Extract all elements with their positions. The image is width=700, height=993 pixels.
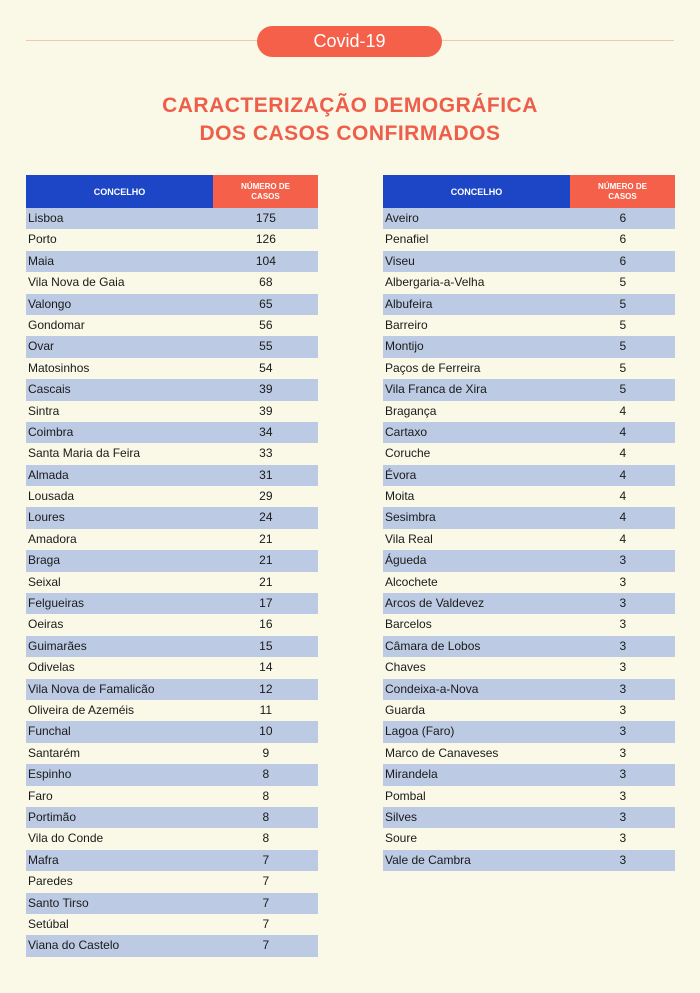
table-row (26, 272, 318, 293)
concelho-name: Felgueiras (28, 596, 85, 611)
case-count: 21 (259, 531, 273, 546)
concelho-name: Aveiro (385, 211, 419, 225)
case-count: 3 (619, 660, 627, 675)
table-row (26, 893, 318, 914)
concelho-name: Mafra (28, 852, 59, 867)
concelho-name: Vila Nova de Gaia (28, 275, 125, 290)
concelho-name: Vila Franca de Xira (385, 382, 487, 397)
table-row (383, 294, 675, 315)
concelho-name: Almada (28, 467, 69, 482)
page-title (0, 92, 700, 148)
table-row (383, 679, 675, 700)
table-row (26, 764, 318, 785)
case-count: 3 (619, 831, 627, 846)
table-row (26, 251, 318, 272)
covid-badge: Covid-19 (257, 26, 442, 57)
table-row (383, 486, 675, 507)
concelho-name: Moita (385, 489, 415, 504)
concelho-name: Porto (28, 232, 57, 247)
concelho-name: Sesimbra (385, 510, 436, 525)
column-header-numero-casos: NÚMERO DE CASOS (570, 175, 675, 208)
table-row (383, 315, 675, 336)
concelho-name: Valongo (28, 296, 72, 311)
concelho-name: Cartaxo (385, 424, 428, 439)
concelho-name: Alcochete (385, 574, 438, 589)
case-count: 56 (259, 317, 273, 332)
case-count: 4 (619, 531, 627, 546)
case-count: 3 (619, 638, 627, 653)
concelho-name: Santarém (28, 745, 81, 760)
case-count: 4 (619, 489, 627, 504)
title-line-1: CARACTERIZAÇÃO DEMOGRÁFICA (162, 94, 538, 117)
table-row (26, 850, 318, 871)
table-left-header (26, 175, 318, 208)
case-count: 3 (619, 745, 627, 760)
column-header-numero-casos: NÚMERO DE CASOS (213, 175, 318, 208)
concelho-name: Soure (385, 831, 418, 846)
case-count: 7 (262, 895, 270, 910)
table-row (26, 721, 318, 742)
case-count: 29 (259, 489, 273, 504)
case-count: 15 (259, 638, 273, 653)
table-row (383, 700, 675, 721)
concelho-name: Setúbal (28, 916, 69, 931)
concelho-name: Montijo (385, 339, 424, 354)
case-count: 6 (619, 253, 627, 268)
concelho-name: Albufeira (385, 296, 433, 311)
concelho-name: Lisboa (28, 211, 64, 225)
case-count: 4 (619, 403, 627, 418)
column-header-concelho: CONCELHO (26, 175, 213, 208)
table-row (26, 507, 318, 528)
case-count: 8 (262, 767, 270, 782)
case-count: 7 (262, 938, 270, 953)
case-count: 3 (619, 724, 627, 739)
table-row (26, 336, 318, 357)
table-left (26, 175, 318, 957)
concelho-name: Vale de Cambra (385, 852, 471, 867)
table-row (383, 550, 675, 571)
concelho-name: Lagoa (Faro) (385, 724, 455, 739)
table-row (26, 743, 318, 764)
case-count: 5 (619, 339, 627, 354)
table-row (26, 294, 318, 315)
table-row (383, 272, 675, 293)
concelho-name: Vila Nova de Famalicão (28, 681, 155, 696)
concelho-name: Viana do Castelo (28, 938, 120, 953)
concelho-name: Portimão (28, 809, 77, 824)
concelho-name: Penafiel (385, 232, 429, 247)
table-row (26, 208, 318, 229)
case-count: 7 (262, 916, 270, 931)
case-count: 31 (259, 467, 273, 482)
table-row (383, 636, 675, 657)
concelho-name: Braga (28, 553, 61, 568)
case-count: 10 (259, 724, 273, 739)
concelho-name: Ovar (28, 339, 55, 354)
table-row (26, 401, 318, 422)
table-row (26, 572, 318, 593)
table-row (383, 721, 675, 742)
table-row (26, 914, 318, 935)
concelho-name: Paços de Ferreira (385, 360, 481, 375)
case-count: 7 (262, 874, 270, 889)
table-row (383, 401, 675, 422)
table-row (383, 443, 675, 464)
concelho-name: Marco de Canaveses (385, 745, 499, 760)
table-row (26, 315, 318, 336)
case-count: 12 (259, 681, 273, 696)
column-header-concelho: CONCELHO (383, 175, 570, 208)
table-row (26, 550, 318, 571)
case-count: 34 (259, 424, 273, 439)
concelho-name: Vila Real (385, 531, 433, 546)
case-count: 24 (259, 510, 273, 525)
table-row (26, 657, 318, 678)
concelho-name: Albergaria-a-Velha (385, 275, 485, 290)
concelho-name: Pombal (385, 788, 426, 803)
case-count: 3 (619, 574, 627, 589)
case-count: 3 (619, 596, 627, 611)
table-row (383, 657, 675, 678)
case-count: 5 (619, 382, 627, 397)
table-row (26, 679, 318, 700)
table-row (383, 422, 675, 443)
case-count: 9 (262, 745, 270, 760)
concelho-name: Coimbra (28, 424, 74, 439)
case-count: 4 (619, 467, 627, 482)
case-count: 55 (259, 339, 273, 354)
table-row (383, 764, 675, 785)
case-count: 6 (619, 211, 627, 225)
table-row (26, 700, 318, 721)
concelho-name: Seixal (28, 574, 61, 589)
concelho-name: Guarda (385, 702, 426, 717)
table-row (26, 358, 318, 379)
table-row (383, 358, 675, 379)
case-count: 17 (259, 596, 273, 611)
table-row (383, 336, 675, 357)
case-count: 11 (259, 702, 273, 717)
concelho-name: Loures (28, 510, 65, 525)
concelho-name: Sintra (28, 403, 60, 418)
case-count: 3 (619, 681, 627, 696)
table-row (383, 208, 675, 229)
table-row (26, 229, 318, 250)
case-count: 5 (619, 360, 627, 375)
case-count: 8 (262, 788, 270, 803)
table-row (383, 614, 675, 635)
concelho-name: Paredes (28, 874, 73, 889)
concelho-name: Santo Tirso (28, 895, 89, 910)
concelho-name: Câmara de Lobos (385, 638, 481, 653)
concelho-name: Espinho (28, 767, 72, 782)
table-row (26, 786, 318, 807)
case-count: 3 (619, 702, 627, 717)
table-row (383, 572, 675, 593)
concelho-name: Silves (385, 809, 418, 824)
table-row (383, 786, 675, 807)
case-count: 8 (262, 809, 270, 824)
case-count: 21 (259, 553, 273, 568)
concelho-name: Matosinhos (28, 360, 90, 375)
case-count: 5 (619, 317, 627, 332)
case-count: 39 (259, 382, 273, 397)
concelho-name: Gondomar (28, 317, 85, 332)
case-count: 16 (259, 617, 273, 632)
case-count: 65 (259, 296, 273, 311)
case-count: 68 (259, 275, 273, 290)
table-row (383, 593, 675, 614)
concelho-name: Oeiras (28, 617, 64, 632)
concelho-name: Amadora (28, 531, 77, 546)
table-row (26, 379, 318, 400)
table-row (26, 935, 318, 956)
concelho-name: Águeda (385, 553, 427, 568)
table-row (26, 465, 318, 486)
table-left-body (26, 208, 318, 957)
concelho-name: Coruche (385, 446, 431, 461)
concelho-name: Barreiro (385, 317, 428, 332)
concelho-name: Chaves (385, 660, 426, 675)
case-count: 3 (619, 553, 627, 568)
concelho-name: Faro (28, 788, 53, 803)
table-right-body (383, 208, 675, 871)
table-row (26, 614, 318, 635)
table-row (26, 443, 318, 464)
table-row (383, 465, 675, 486)
table-row (383, 828, 675, 849)
case-count: 14 (259, 660, 273, 675)
table-row (383, 743, 675, 764)
table-row (383, 529, 675, 550)
title-line-2: DOS CASOS CONFIRMADOS (199, 122, 501, 145)
case-count: 3 (619, 809, 627, 824)
table-row (383, 507, 675, 528)
concelho-name: Viseu (385, 253, 415, 268)
case-count: 5 (619, 296, 627, 311)
table-row (383, 850, 675, 871)
table-row (383, 229, 675, 250)
concelho-name: Funchal (28, 724, 71, 739)
concelho-name: Guimarães (28, 638, 87, 653)
table-row (26, 529, 318, 550)
table-row (383, 807, 675, 828)
concelho-name: Mirandela (385, 767, 438, 782)
case-count: 175 (255, 211, 276, 225)
concelho-name: Odivelas (28, 660, 75, 675)
table-row (26, 422, 318, 443)
table-right (383, 175, 675, 871)
case-count: 104 (255, 253, 276, 268)
case-count: 3 (619, 767, 627, 782)
case-count: 21 (259, 574, 273, 589)
case-count: 3 (619, 617, 627, 632)
concelho-name: Oliveira de Azeméis (28, 702, 135, 717)
case-count: 4 (619, 446, 627, 461)
concelho-name: Barcelos (385, 617, 432, 632)
concelho-name: Bragança (385, 403, 437, 418)
case-count: 5 (619, 275, 627, 290)
concelho-name: Lousada (28, 489, 75, 504)
concelho-name: Cascais (28, 382, 71, 397)
case-count: 39 (259, 403, 273, 418)
table-row (26, 636, 318, 657)
table-right-header (383, 175, 675, 208)
case-count: 33 (259, 446, 273, 461)
case-count: 7 (262, 852, 270, 867)
table-row (26, 486, 318, 507)
concelho-name: Évora (385, 467, 417, 482)
case-count: 126 (255, 232, 276, 247)
concelho-name: Arcos de Valdevez (385, 596, 485, 611)
table-row (26, 593, 318, 614)
table-row (26, 871, 318, 892)
table-row (26, 807, 318, 828)
concelho-name: Vila do Conde (28, 831, 104, 846)
concelho-name: Maia (28, 253, 55, 268)
case-count: 3 (619, 852, 627, 867)
case-count: 4 (619, 424, 627, 439)
table-row (383, 251, 675, 272)
case-count: 3 (619, 788, 627, 803)
case-count: 4 (619, 510, 627, 525)
case-count: 8 (262, 831, 270, 846)
concelho-name: Santa Maria da Feira (28, 446, 141, 461)
table-row (26, 828, 318, 849)
table-row (383, 379, 675, 400)
case-count: 6 (619, 232, 627, 247)
case-count: 54 (259, 360, 273, 375)
concelho-name: Condeixa-a-Nova (385, 681, 479, 696)
